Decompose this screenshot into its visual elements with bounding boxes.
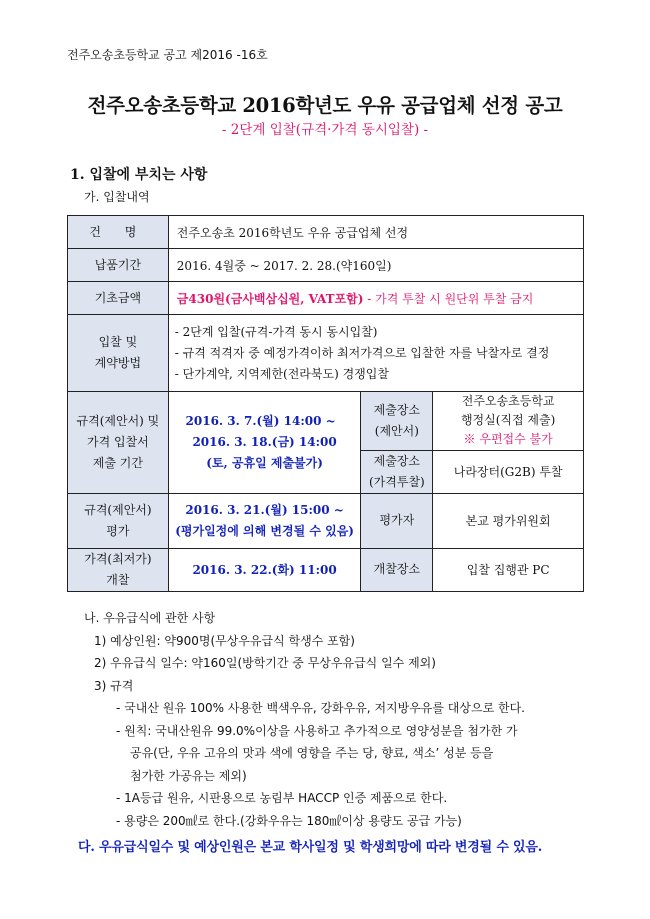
base-price-warning: 가격 투찰 시 원단위 투찰 금지	[375, 291, 534, 306]
place-price-value: 나라장터(G2B) 투찰	[433, 450, 584, 493]
base-price-label: 기초금액	[68, 282, 169, 315]
table-row	[68, 315, 584, 392]
list-item: - 규격 적격자 중 예정가격이하 최저가격으로 입찰한 자를 낙찰자로 결정	[174, 345, 550, 360]
place-spec-value: 전주오송초등학교 행정실(직접 제출) ※ 우편접수 불가	[433, 392, 584, 451]
mail-not-accepted-note: ※ 우편접수 불가	[463, 432, 553, 447]
period-value: 2016. 4월중 ~ 2017. 2. 28.(약160일)	[168, 249, 583, 282]
sub-heading-bid-details: 가. 입찰내역	[84, 190, 150, 204]
opening-time: 2016. 3. 22.(화) 11:00	[168, 548, 361, 591]
table-row	[68, 282, 584, 315]
table-row	[68, 493, 584, 548]
expected-headcount: 1) 예상인원: 약900명(무상우유급식 학생수 포함)	[94, 633, 355, 648]
list-item: - 2단계 입찰(규격-가격 동시 동시입찰)	[174, 324, 378, 339]
method-list	[169, 322, 583, 385]
base-price-cell	[168, 282, 583, 315]
method-label: 입찰 및 계약방법	[68, 315, 169, 392]
spec-item-continued: 첨가한 가공유는 제외)	[130, 768, 247, 783]
name-value: 전주오송초 2016학년도 우유 공급업체 선정	[168, 216, 583, 249]
section-heading-1: 1. 입찰에 부치는 사항	[70, 167, 208, 183]
spec-item: - 원칙: 국내산원유 99.0%이상을 사용하고 추가적으로 영양성분을 첨가한 가	[116, 723, 518, 738]
evaluation-label: 규격(제안서) 평가	[68, 493, 169, 548]
spec-item: - 용량은 200㎖로 한다.(강화우유는 180㎖이상 용량도 공급 가능)	[116, 813, 462, 828]
spec-item: - 1A등급 원유, 시판용으로 농림부 HACCP 인증 제품으로 한다.	[116, 791, 448, 805]
base-price-value: 금430원(금사백삼십원, VAT포함)	[176, 291, 364, 306]
submit-period-label: 규격(제안서) 및 가격 입찰서 제출 기간	[68, 392, 169, 494]
bid-details-table	[67, 215, 584, 592]
evaluator-label: 평가자	[361, 493, 433, 548]
table-row	[68, 216, 584, 249]
method-list-cell	[168, 315, 583, 392]
table-row	[68, 249, 584, 282]
submit-period-value: 2016. 3. 7.(월) 14:00 ~ 2016. 3. 18.(금) 14:00 (토, 공휴일 제출불가)	[168, 392, 361, 494]
place-price-label: 제출장소 (가격투찰)	[361, 450, 433, 493]
opening-place-label: 개찰장소	[361, 548, 433, 591]
spec-item: - 국내산 원유 100% 사용한 백색우유, 강화우유, 저지방우유를 대상으로 한다.	[116, 701, 525, 715]
name-label: 건 명	[68, 216, 169, 249]
period-label: 납품기간	[68, 249, 169, 282]
spec-item-continued: 공유(단, 우유 고유의 맛과 색에 영향을 주는 당, 향료, 색소’ 성분 등을	[130, 746, 494, 760]
base-price-dash: -	[367, 291, 372, 306]
opening-place-value: 입찰 집행관 PC	[433, 548, 584, 591]
evaluator-value: 본교 평가위원회	[433, 493, 584, 548]
page-title: 전주오송초등학교 2016학년도 우유 공급업체 선정 공고	[87, 94, 563, 117]
table-row	[68, 392, 584, 451]
supply-days: 2) 우유급식 일수: 약160일(방학기간 중 무상우유급식 일수 제외)	[94, 656, 436, 670]
milk-supply-section	[84, 607, 604, 832]
spec-heading: 3) 규격	[94, 678, 134, 693]
table-row	[68, 548, 584, 591]
opening-label: 가격(최저가) 개찰	[68, 548, 169, 591]
page-subtitle: - 2단계 입찰(규격·가격 동시입찰) -	[221, 122, 429, 138]
place-spec-label: 제출장소 (제안서)	[361, 392, 433, 451]
notice-number: 전주오송초등학교 공고 제2016 -16호	[67, 48, 268, 62]
evaluation-time: 2016. 3. 21.(월) 15:00 ~ (평가일정에 의해 변경될 수 있음)	[168, 493, 361, 548]
section-heading-b: 나. 우유급식에 관한 사항	[84, 611, 216, 625]
final-note: 다. 우유급식일수 및 예상인원은 본교 학사일정 및 학생희망에 따라 변경될 수 있음.	[78, 840, 543, 855]
list-item: - 단가계약, 지역제한(전라북도) 경쟁입찰	[174, 366, 389, 381]
